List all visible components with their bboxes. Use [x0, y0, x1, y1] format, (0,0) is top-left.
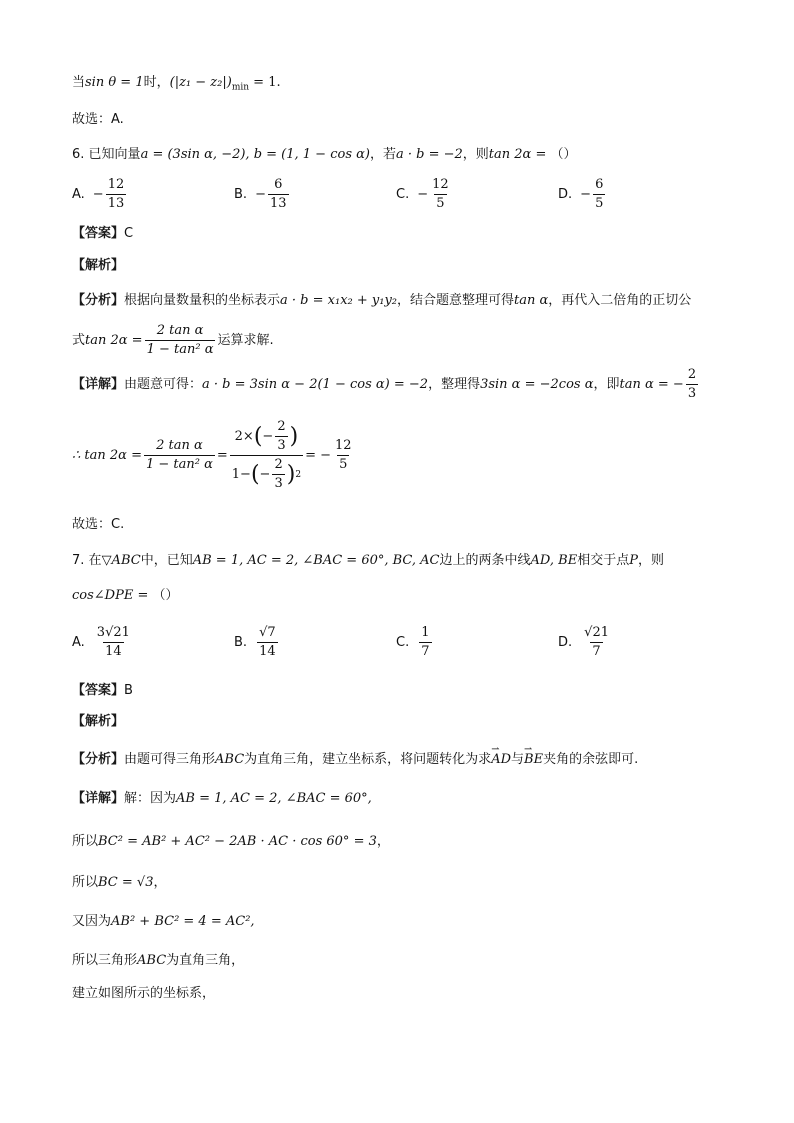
q7-option-b[interactable] — [234, 624, 280, 661]
q6-option-a[interactable] — [72, 176, 128, 213]
calc2-num-prefix: 2× — [234, 428, 254, 444]
q6-option-b[interactable] — [234, 176, 291, 213]
calc-result-den: 5 — [339, 457, 348, 472]
option-sign: − — [92, 187, 104, 202]
prev-line — [72, 74, 281, 97]
option-numerator: √7 — [259, 625, 276, 640]
fenxi-text-d: 式 — [72, 332, 86, 348]
q7-stem-text-c: 边上的两条中线 — [439, 553, 531, 568]
q6-option-d[interactable] — [558, 176, 607, 213]
option-numerator: 1 — [421, 625, 430, 640]
fenxi-text-a: 由题可得三角形 — [124, 752, 216, 767]
xiangjie-condition: AB = 1, AC = 2, ∠BAC = 60°, — [176, 791, 372, 806]
q7-option-a[interactable] — [72, 624, 134, 661]
answer-value: C — [124, 226, 134, 241]
calc-numerator: 2 tan α — [156, 438, 203, 453]
fenxi-text-b: ，结合题意整理可得 — [397, 293, 515, 308]
fenxi-tag: 【分析】 — [72, 293, 125, 308]
option-label: A. — [72, 187, 85, 202]
formula-lhs: tan 2α = — [85, 332, 143, 348]
xiangjie-text-a: 由题意可得： — [124, 376, 203, 392]
calc-denominator: 1 − tan² α — [145, 457, 213, 472]
q7-step-4 — [72, 952, 244, 970]
q7-stem-text-e: ，则 — [637, 553, 664, 568]
fenxi-math-tan: tan α — [514, 293, 549, 308]
option-numerator: 6 — [274, 177, 283, 192]
q7-condition: AB = 1, AC = 2, ∠BAC = 60°, BC, AC — [192, 553, 440, 568]
fenxi-text-b: 为直角三角，建立坐标系，将问题转化为求 — [244, 752, 492, 767]
step-text-b: 为直角三角， — [166, 953, 245, 968]
fenxi-math: a · b = x₁x₂ + y₁y₂ — [280, 293, 398, 308]
step-text: 又因为 — [72, 914, 112, 929]
xiangjie-math-b: 3sin α = −2cos α — [480, 376, 594, 392]
option-label: C. — [396, 187, 410, 202]
q6-fenxi — [72, 292, 691, 310]
fenxi-vector-be: ⇀ BE — [524, 752, 543, 767]
option-sign: − — [417, 187, 429, 202]
option-denominator: 14 — [259, 644, 276, 659]
q7-stem-text-d: 相交于点 — [577, 553, 630, 568]
q7-stem-text-a: 在 — [88, 553, 102, 568]
q7-option-c[interactable] — [396, 624, 434, 661]
formula-numerator: 2 tan α — [156, 323, 204, 338]
q6-stem-text-a: 已知向量 — [88, 147, 141, 162]
option-label: D. — [558, 187, 573, 202]
fenxi-text-c: 与 — [511, 752, 525, 767]
option-denominator: 5 — [595, 196, 604, 211]
q7-number: 7. — [72, 553, 89, 568]
option-numerator: 6 — [595, 177, 604, 192]
calc-result-sign: = − — [305, 447, 331, 463]
q6-target: tan 2α = — [488, 147, 551, 162]
q7-stem-text-b: 中，已知 — [140, 553, 193, 568]
option-numerator: 3√21 — [96, 625, 130, 640]
xiangjie-frac-den: 3 — [687, 386, 697, 401]
prev-math-a: sin θ = 1 — [85, 75, 144, 90]
xiangjie-math-a: a · b = 3sin α − 2(1 − cos α) = −2 — [202, 376, 429, 392]
q6-stem-text-b: ，若 — [369, 147, 396, 162]
q7-step-2 — [72, 874, 166, 892]
fenxi-text-c: ，再代入二倍角的正切公 — [548, 293, 692, 308]
q7-jiexi: 【解析】 — [72, 714, 125, 729]
prev-text-b: 时， — [143, 75, 170, 90]
option-denominator: 14 — [105, 644, 122, 659]
q7-step-5: 建立如图所示的坐标系， — [72, 986, 216, 1001]
step-punct: ， — [153, 875, 167, 890]
answer-tag: 【答案】 — [72, 226, 125, 241]
xiangjie-math-c: tan α = − — [619, 376, 684, 392]
calc2-den-prefix: 1− — [231, 466, 251, 482]
xiangjie-tag: 【详解】 — [72, 791, 125, 806]
q7-stem-line2 — [72, 587, 179, 605]
xiangjie-frac-num: 2 — [687, 367, 697, 382]
prev-sub: min — [231, 82, 250, 93]
option-label: C. — [396, 635, 410, 650]
step-math: ABC — [137, 953, 167, 968]
option-label: A. — [72, 635, 85, 650]
xiangjie-tag: 【详解】 — [72, 376, 125, 392]
step-text: 所以三角形 — [72, 953, 138, 968]
q7-xiangjie — [72, 790, 372, 808]
q7-point: P — [629, 553, 638, 568]
option-denominator: 7 — [592, 644, 601, 659]
q6-condition: a · b = −2 — [395, 147, 463, 162]
answer-tag: 【答案】 — [72, 683, 125, 698]
calc2-inner-den: 3 — [277, 438, 286, 453]
option-denominator: 5 — [436, 196, 445, 211]
option-denominator: 13 — [107, 196, 125, 211]
calc-result-num: 12 — [334, 438, 352, 453]
prev-answer: 故选：A. — [72, 112, 124, 127]
q7-step-1 — [72, 833, 390, 851]
option-denominator: 7 — [421, 644, 430, 659]
option-sign: − — [255, 187, 266, 202]
prev-text-a: 当 — [72, 75, 86, 90]
formula-denominator: 1 − tan² α — [146, 342, 214, 357]
option-denominator: 13 — [269, 196, 287, 211]
q7-paren: （） — [152, 588, 179, 603]
q6-number: 6. — [72, 147, 89, 162]
fenxi-text-e: 运算求解. — [217, 332, 274, 348]
option-label: B. — [234, 187, 248, 202]
q7-medians: AD, BE — [530, 553, 578, 568]
q6-option-c[interactable] — [396, 176, 453, 213]
q6-xiangjie — [72, 366, 700, 403]
q6-paren: （） — [550, 147, 577, 162]
calc-big-fraction: 2× ( − $\frac{2}{3}$ ) 1− ( − $\frac{2}{3}$ ) 2 — [231, 419, 302, 491]
fenxi-triangle: ABC — [215, 752, 245, 767]
step-text: 所以 — [72, 834, 99, 849]
answer-value: B — [124, 683, 133, 698]
option-label: D. — [558, 635, 573, 650]
q7-answer — [72, 682, 133, 700]
q6-jiexi: 【解析】 — [72, 258, 125, 273]
calc-therefore: ∴ tan 2α = — [72, 447, 142, 463]
step-math: BC² = AB² + AC² − 2AB · AC · cos 60° = 3 — [98, 834, 377, 849]
calc-equals: = — [216, 447, 228, 463]
fenxi-text-a: 根据向量数量积的坐标表示 — [124, 293, 281, 308]
q6-formula-line — [72, 322, 274, 359]
q6-answer — [72, 225, 133, 243]
option-label: B. — [234, 635, 248, 650]
fenxi-vector-ad: ⇀ AD — [491, 752, 511, 767]
xiangjie-text-b: ，整理得 — [428, 376, 481, 392]
q6-vectors: a = (3sin α, −2), b = (1, 1 − cos α) — [140, 147, 370, 162]
option-sign: − — [580, 187, 592, 202]
q7-option-d[interactable] — [558, 624, 613, 661]
q7-target: cos∠DPE = — [72, 588, 153, 603]
option-numerator: √21 — [584, 625, 609, 640]
xiangjie-text-c: ，即 — [593, 376, 620, 392]
xiangjie-text-a: 解：因为 — [124, 791, 177, 806]
q7-step-3 — [72, 913, 255, 931]
fenxi-tag: 【分析】 — [72, 752, 125, 767]
q6-choice: 故选：C. — [72, 517, 125, 532]
q6-stem — [72, 146, 577, 164]
fenxi-text-d: 夹角的余弦即可. — [543, 752, 639, 767]
q6-stem-text-c: ，则 — [462, 147, 489, 162]
option-numerator: 12 — [107, 177, 125, 192]
q7-triangle: ▽ABC — [101, 553, 141, 568]
step-math: AB² + BC² = 4 = AC², — [111, 914, 255, 929]
option-numerator: 12 — [432, 177, 449, 192]
step-math: BC = √3 — [98, 875, 154, 890]
q7-stem — [72, 552, 664, 570]
prev-math-b: (|z₁ − z₂|) — [169, 75, 232, 90]
prev-math-c: = 1. — [249, 75, 281, 90]
step-text: 所以 — [72, 875, 99, 890]
calc2-inner-num: 2 — [277, 419, 286, 434]
q7-fenxi — [72, 751, 638, 769]
q6-calculation — [72, 418, 356, 493]
step-punct: ， — [376, 834, 390, 849]
